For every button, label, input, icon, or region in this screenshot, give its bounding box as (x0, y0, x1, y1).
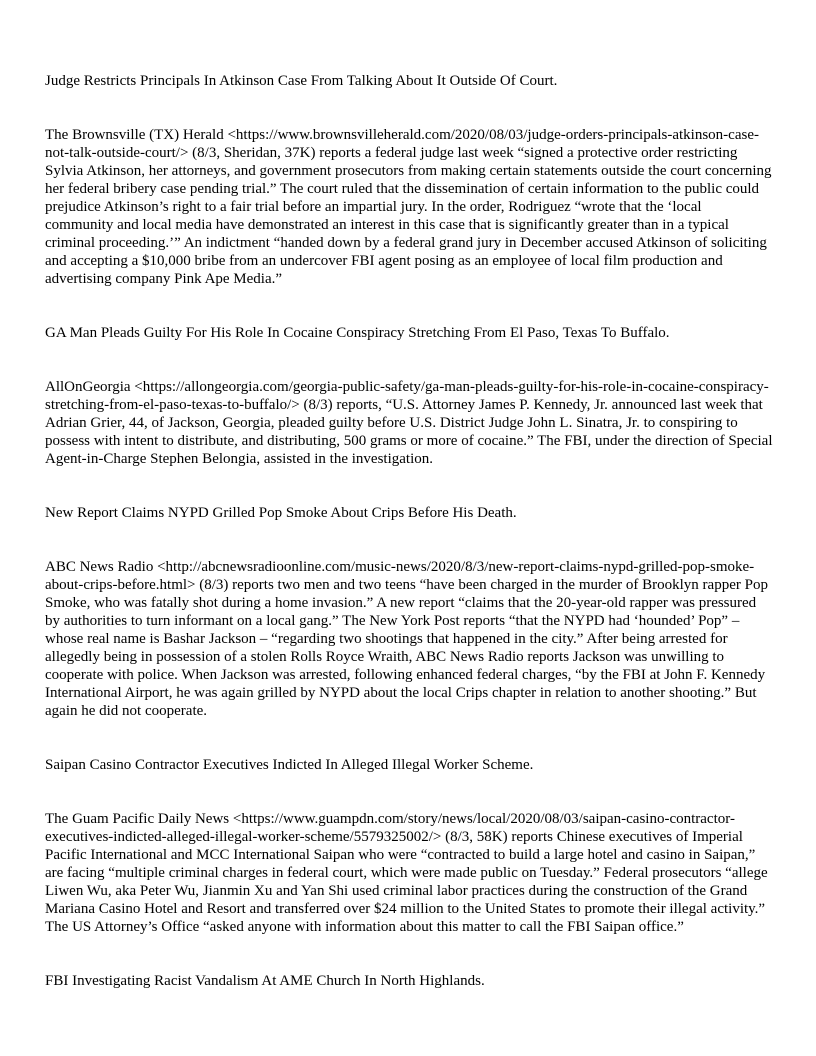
article-headline: FBI Investigating Racist Vandalism At AME Church In North Highlands. (45, 973, 485, 989)
article-body: The Guam Pacific Daily News <https://www.guampdn.com/story/news/local/2020/08/03/saipan-casino-contractor-executives-indicted-alleged-illegal-worker-scheme/5579325002/> (8/3, 58K) reports Chinese executives of Imperial Pacific International and MCC International Saipan who were “contracted to build a large hotel and casino in Saipan,” are facing “multiple criminal charges in federal court, which were made public on Tuesday.” Federal prosecutors “allege Liwen Wu, aka Peter Wu, Jianmin Xu and Yan Shi used criminal labor practices during the construction of the Grand Mariana Casino Hotel and Resort and transferred over $24 million to the United States to promote their illegal activity.” The US Attorney’s Office “asked anyone with information about this matter to call the FBI Saipan office.” (45, 811, 768, 935)
spacer (45, 720, 773, 756)
spacer (45, 90, 773, 126)
article-headline: Judge Restricts Principals In Atkinson Case From Talking About It Outside Of Court. (45, 73, 558, 89)
spacer (45, 522, 773, 558)
spacer (45, 468, 773, 504)
document-page (45, 72, 773, 990)
article-headline: GA Man Pleads Guilty For His Role In Cocaine Conspiracy Stretching From El Paso, Texas To Buffalo. (45, 325, 670, 341)
spacer (45, 342, 773, 378)
article-body: ABC News Radio <http://abcnewsradioonline.com/music-news/2020/8/3/new-report-claims-nypd-grilled-pop-smoke-about-crips-before.html> (8/3) reports two men and two teens “have been charged in the murder of Brooklyn rapper Pop Smoke, who was fatally shot during a home invasion.” A new report “claims that the 20-year-old rapper was pressured by authorities to turn informant on a local gang.” The New York Post reports “that the NYPD had ‘hounded’ Pop” – whose real name is Bashar Jackson – “regarding two shootings that happened in the city.” After being arrested for allegedly being in possession of a stolen Rolls Royce Wraith, ABC News Radio reports Jackson was unwilling to cooperate with police. When Jackson was arrested, following enhanced federal charges, “by the FBI at John F. Kennedy International Airport, he was again grilled by NYPD about the local Crips chapter in relation to another shooting.” But again he did not cooperate. (45, 559, 768, 719)
article-headline: Saipan Casino Contractor Executives Indicted In Alleged Illegal Worker Scheme. (45, 757, 534, 773)
spacer (45, 774, 773, 810)
article-body: The Brownsville (TX) Herald <https://www.brownsvilleherald.com/2020/08/03/judge-orders-principals-atkinson-case-not-talk-outside-court/> (8/3, Sheridan, 37K) reports a federal judge last week “signed a protective order restricting Sylvia Atkinson, her attorneys, and government prosecutors from making certain statements outside the court concerning her federal bribery case pending trial.” The court ruled that the dissemination of certain information to the public could prejudice Atkinson’s right to a fair trial before an impartial jury. In the order, Rodriguez “wrote that the ‘local community and local media have demonstrated an interest in this case that is significantly greater than in a typical criminal proceeding.’” An indictment “handed down by a federal grand jury in December accused Atkinson of soliciting and accepting a $10,000 bribe from an undercover FBI agent posing as an employee of local film production and advertising company Pink Ape Media.” (45, 127, 772, 287)
article-headline: New Report Claims NYPD Grilled Pop Smoke About Crips Before His Death. (45, 505, 517, 521)
spacer (45, 288, 773, 324)
spacer (45, 936, 773, 972)
article-body: AllOnGeorgia <https://allongeorgia.com/georgia-public-safety/ga-man-pleads-guilty-for-his-role-in-cocaine-conspiracy-stretching-from-el-paso-texas-to-buffalo/> (8/3) reports, “U.S. Attorney James P. Kennedy, Jr. announced last week that Adrian Grier, 44, of Jackson, Georgia, pleaded guilty before U.S. District Judge John L. Sinatra, Jr. to conspiring to possess with intent to distribute, and distributing, 500 grams or more of cocaine.” The FBI, under the direction of Special Agent-in-Charge Stephen Belongia, assisted in the investigation. (45, 379, 773, 467)
